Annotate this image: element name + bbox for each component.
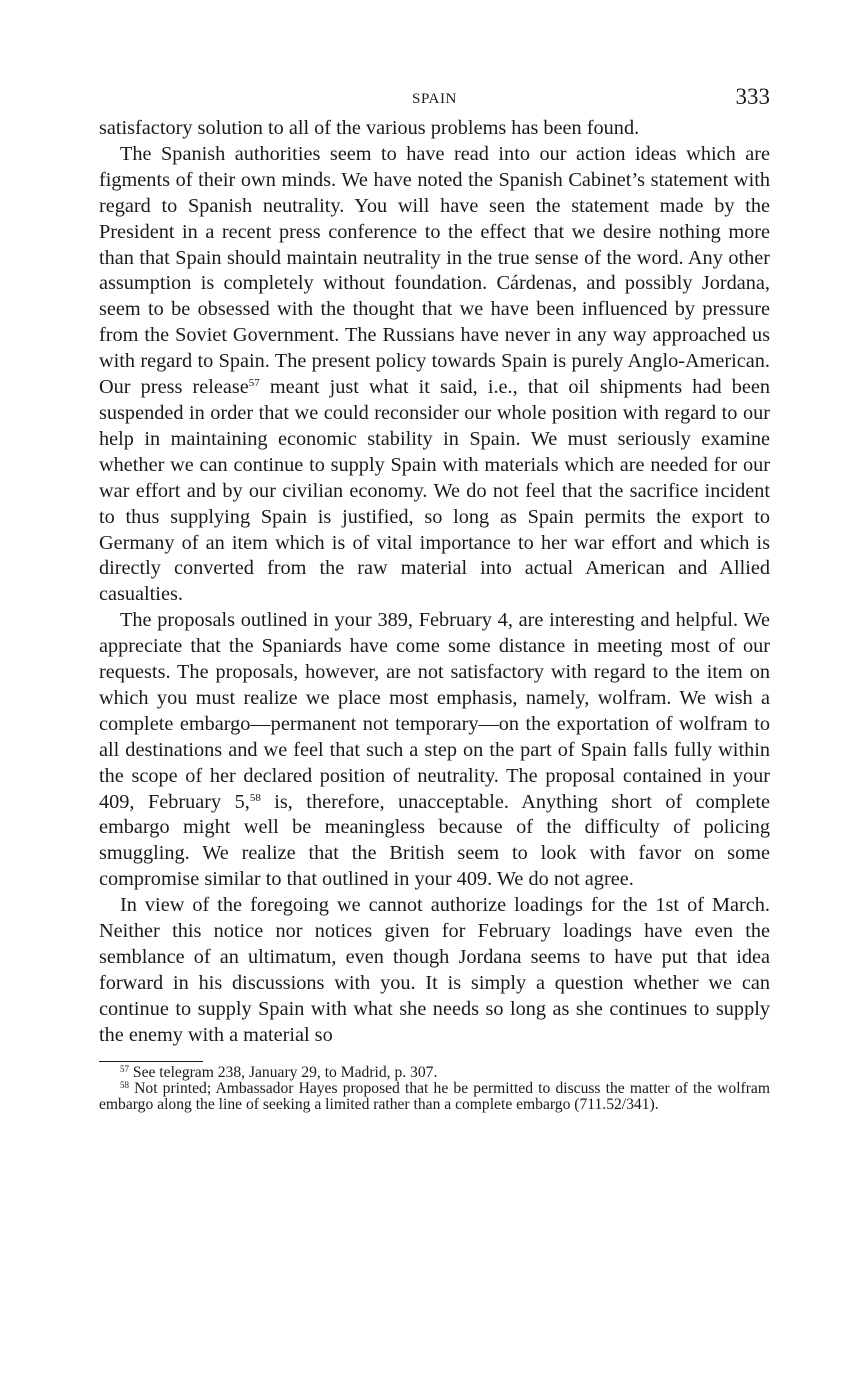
paragraph-spanish-authorities [99, 142, 770, 608]
footnote-reference-58: 58 [249, 791, 261, 804]
paragraph-text: The Spanish authorities seem to have read into our action ideas which are figments of their own minds. We have noted the Spanish Cabinet’s statement with regard to Spanish neutrality. You will have seen the statement made by the President in a recent press conference to the effect that we desire nothing more than that Spain should maintain neutrality in the true sense of the word. Any other assumption is completely without foundation. Cárdenas, and possibly Jordana, seem to be obsessed with the thought that we have been influenced by pressure from the Soviet Government. The Russians have never in any way approached us with regard to Spain. The present policy towards Spain is purely Anglo-American. Our press release [99, 142, 770, 399]
footnote-58 [99, 1081, 770, 1113]
paragraph-text: meant just what it said, i.e., that oil shipments had been suspended in order that we could reconsider our whole position with regard to our help in maintaining economic stability in Spain. We must seriously examine whether we can continue to supply Spain with materials which are needed for our war effort and by our civilian economy. We do not feel that the sacrifice incident to thus supplying Spain is justified, so long as Spain permits the export to Germany of an item which is of vital importance to her war effort and which is directly converted from the raw material into actual American and Allied casualties. [99, 376, 770, 606]
footnote-marker: 58 [120, 1079, 129, 1090]
running-head: SPAIN [412, 91, 457, 107]
paragraph-text: The proposals outlined in your 389, February 4, are interesting and helpful. We appreciate that the Spaniards have come some distance in meeting most of our requests. The proposals, however, are not satisfactory with regard to the item on which you must realize we place most emphasis, namely, wolfram. We wish a complete embargo—permanent not temporary—on the exportation of wolfram to all destinations and we feel that such a step on the part of Spain falls fully within the scope of her declared position of neutrality. The proposal contained in your 409, February 5, [99, 609, 770, 813]
page-number: 333 [735, 84, 770, 109]
paragraph-text: is, therefore, unacceptable. Anything short of complete embargo might well be meaningless because of the difficulty of policing smuggling. We realize that the British seem to look with favor on some compromise similar to that outlined in your 409. We do not agree. [99, 790, 770, 891]
document-page [99, 82, 770, 1113]
footnote-reference-57: 57 [248, 377, 260, 390]
page-header [99, 82, 770, 116]
paragraph-loadings: In view of the foregoing we cannot authorize loadings for the 1st of March. Neither this notice nor notices given for February loadings have even the semblance of an ultimatum, even though Jordana seems to have put that idea forward in his discussions with you. It is simply a question whether we can continue to supply Spain with what she needs so long as she continues to supply the enemy with a material so [99, 894, 770, 1046]
footnote-marker: 57 [120, 1063, 129, 1074]
footnote-text: Not printed; Ambassador Hayes proposed that he be permitted to discuss the matter of the wolfram embargo along the line of seeking a limited rather than a complete embargo (711.52/341). [99, 1079, 770, 1114]
footnote-divider [99, 1061, 203, 1062]
paragraph-continuation: satisfactory solution to all of the various problems has been found. [99, 117, 640, 139]
footnote-text: See telegram 238, January 29, to Madrid, p. 307. [129, 1063, 438, 1081]
footnotes [99, 1065, 770, 1114]
footnote-57 [99, 1065, 770, 1081]
paragraph-proposals [99, 608, 770, 893]
body-text [99, 116, 770, 1049]
